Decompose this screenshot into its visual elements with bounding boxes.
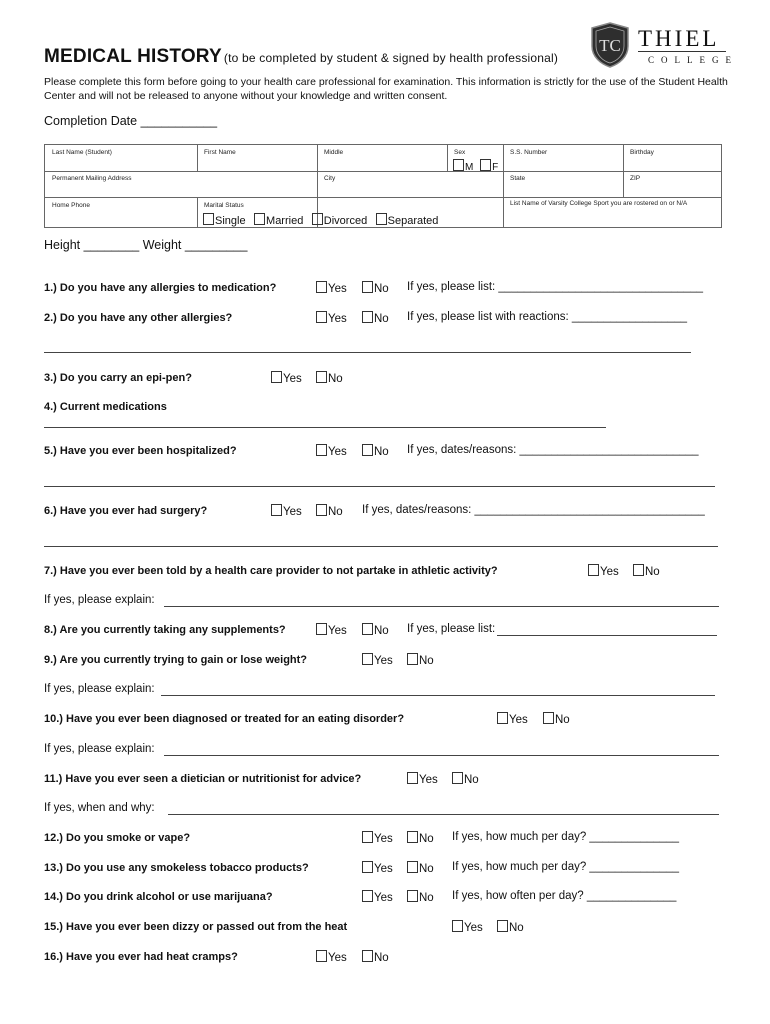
separated-checkbox[interactable] bbox=[376, 213, 387, 225]
q5-no: No bbox=[362, 444, 389, 458]
q6-answer-line[interactable] bbox=[44, 546, 718, 547]
page-title: MEDICAL HISTORY (to be completed by student & signed by health professional) bbox=[44, 46, 559, 67]
q8-no-checkbox[interactable] bbox=[362, 623, 373, 635]
q7-follow-label: If yes, please explain: bbox=[44, 594, 155, 606]
q8-yes: Yes bbox=[316, 623, 347, 637]
q6-no: No bbox=[316, 504, 343, 518]
q16-no: No bbox=[362, 950, 389, 964]
q11-no: No bbox=[452, 772, 479, 786]
question-6: 6.) Have you ever had surgery? bbox=[44, 505, 208, 517]
q11-no-checkbox[interactable] bbox=[452, 772, 463, 784]
question-3: 3.) Do you carry an epi-pen? bbox=[44, 372, 192, 384]
sex-f-checkbox[interactable] bbox=[480, 159, 491, 171]
q8-no: No bbox=[362, 623, 389, 637]
q2-no: No bbox=[362, 311, 389, 325]
q1-no-checkbox[interactable] bbox=[362, 281, 373, 293]
q5-yes-checkbox[interactable] bbox=[316, 444, 327, 456]
question-12: 12.) Do you smoke or vape? bbox=[44, 832, 191, 844]
logo-subtitle: COLLEGE bbox=[648, 55, 738, 65]
question-11: 11.) Have you ever seen a dietician or nutritionist for advice? bbox=[44, 773, 362, 785]
q8-answer-line[interactable] bbox=[497, 635, 717, 636]
q12-no: No bbox=[407, 831, 434, 845]
q9-yes: Yes bbox=[362, 653, 393, 667]
q3-no-checkbox[interactable] bbox=[316, 371, 327, 383]
logo-divider bbox=[638, 51, 726, 52]
q14-yes-checkbox[interactable] bbox=[362, 890, 373, 902]
q2-no-checkbox[interactable] bbox=[362, 311, 373, 323]
q9-no: No bbox=[407, 653, 434, 667]
address-field[interactable]: Permanent Mailing Address bbox=[52, 175, 132, 182]
q13-yes: Yes bbox=[362, 861, 393, 875]
q3-yes-checkbox[interactable] bbox=[271, 371, 282, 383]
marital-status-label: Marital Status bbox=[204, 202, 244, 209]
q2-answer-line[interactable] bbox=[44, 352, 691, 353]
question-14: 14.) Do you drink alcohol or use marijuana? bbox=[44, 891, 273, 903]
q6-no-checkbox[interactable] bbox=[316, 504, 327, 516]
q15-yes: Yes bbox=[452, 920, 483, 934]
q12-yes: Yes bbox=[362, 831, 393, 845]
separated-label: Separated bbox=[387, 215, 439, 227]
divorced-checkbox[interactable] bbox=[312, 213, 323, 225]
home-phone-field[interactable]: Home Phone bbox=[52, 202, 90, 209]
ss-number-field[interactable]: S.S. Number bbox=[510, 149, 548, 156]
height-weight-field[interactable]: Height ________ Weight _________ bbox=[44, 238, 248, 252]
q16-no-checkbox[interactable] bbox=[362, 950, 373, 962]
sex-m-checkbox[interactable] bbox=[453, 159, 464, 171]
q7-yes: Yes bbox=[588, 564, 619, 578]
q2-follow-field[interactable]: If yes, please list with reactions: __________________ bbox=[407, 311, 688, 323]
q11-yes: Yes bbox=[407, 772, 438, 786]
q15-no: No bbox=[497, 920, 524, 934]
logo-wordmark: THIEL bbox=[638, 26, 720, 51]
q10-yes-checkbox[interactable] bbox=[497, 712, 508, 724]
q15-no-checkbox[interactable] bbox=[497, 920, 508, 932]
q1-follow-field[interactable]: If yes, please list: ________________________________ bbox=[407, 281, 704, 293]
sex-options bbox=[453, 159, 498, 173]
q5-answer-line[interactable] bbox=[44, 486, 715, 487]
q7-answer-line[interactable] bbox=[164, 606, 719, 607]
q10-no: No bbox=[543, 712, 570, 726]
q8-follow-label: If yes, please list: bbox=[407, 623, 496, 635]
q13-no-checkbox[interactable] bbox=[407, 861, 418, 873]
q2-yes-checkbox[interactable] bbox=[316, 311, 327, 323]
zip-field[interactable]: ZIP bbox=[630, 175, 641, 182]
q13-no: No bbox=[407, 861, 434, 875]
q9-yes-checkbox[interactable] bbox=[362, 653, 373, 665]
thiel-college-shield-logo bbox=[590, 22, 630, 68]
q9-no-checkbox[interactable] bbox=[407, 653, 418, 665]
q14-follow-field[interactable]: If yes, how often per day? ______________ bbox=[452, 890, 677, 902]
q7-yes-checkbox[interactable] bbox=[588, 564, 599, 576]
page-subtitle: (to be completed by student & signed by health professional) bbox=[223, 51, 559, 65]
state-field[interactable]: State bbox=[510, 175, 526, 182]
student-info-table bbox=[44, 144, 722, 228]
q1-yes-checkbox[interactable] bbox=[316, 281, 327, 293]
q13-follow-field[interactable]: If yes, how much per day? ______________ bbox=[452, 861, 679, 873]
q8-yes-checkbox[interactable] bbox=[316, 623, 327, 635]
question-5: 5.) Have you ever been hospitalized? bbox=[44, 445, 237, 457]
q1-yes: Yes bbox=[316, 281, 347, 295]
question-8: 8.) Are you currently taking any supplements? bbox=[44, 624, 286, 636]
q6-yes: Yes bbox=[271, 504, 302, 518]
q7-no-checkbox[interactable] bbox=[633, 564, 644, 576]
city-field[interactable]: City bbox=[324, 175, 336, 182]
question-2: 2.) Do you have any other allergies? bbox=[44, 312, 233, 324]
q16-yes: Yes bbox=[316, 950, 347, 964]
q7-no: No bbox=[633, 564, 660, 578]
q3-no: No bbox=[316, 371, 343, 385]
birthday-field[interactable]: Birthday bbox=[630, 149, 654, 156]
question-10: 10.) Have you ever been diagnosed or treated for an eating disorder? bbox=[44, 713, 405, 725]
varsity-sport-field[interactable]: List Name of Varsity College Sport you are rostered on or N/A bbox=[510, 200, 688, 207]
q9-answer-line[interactable] bbox=[161, 695, 715, 696]
q15-yes-checkbox[interactable] bbox=[452, 920, 463, 932]
question-16: 16.) Have you ever had heat cramps? bbox=[44, 951, 238, 963]
q2-yes: Yes bbox=[316, 311, 347, 325]
q11-follow-label: If yes, when and why: bbox=[44, 802, 155, 814]
q5-no-checkbox[interactable] bbox=[362, 444, 373, 456]
question-9: 9.) Are you currently trying to gain or lose weight? bbox=[44, 654, 308, 666]
svg-text:TC: TC bbox=[599, 36, 621, 55]
married-checkbox[interactable] bbox=[254, 213, 265, 225]
q12-yes-checkbox[interactable] bbox=[362, 831, 373, 843]
q11-yes-checkbox[interactable] bbox=[407, 772, 418, 784]
q16-yes-checkbox[interactable] bbox=[316, 950, 327, 962]
single-checkbox[interactable] bbox=[203, 213, 214, 225]
q10-no-checkbox[interactable] bbox=[543, 712, 554, 724]
q13-yes-checkbox[interactable] bbox=[362, 861, 373, 873]
completion-date-field[interactable]: Completion Date ___________ bbox=[44, 114, 218, 128]
q12-follow-field[interactable]: If yes, how much per day? ______________ bbox=[452, 831, 679, 843]
q10-follow-label: If yes, please explain: bbox=[44, 743, 155, 755]
q14-no-checkbox[interactable] bbox=[407, 890, 418, 902]
q10-yes: Yes bbox=[497, 712, 528, 726]
q9-follow-label: If yes, please explain: bbox=[44, 683, 155, 695]
q14-yes: Yes bbox=[362, 890, 393, 904]
married-label: Married bbox=[266, 215, 304, 227]
q14-no: No bbox=[407, 890, 434, 904]
first-name-field[interactable]: First Name bbox=[204, 149, 236, 156]
question-7: 7.) Have you ever been told by a health care provider to not partake in athletic activity? bbox=[44, 565, 498, 577]
marital-options bbox=[203, 211, 442, 229]
question-4: 4.) Current medications bbox=[44, 401, 167, 413]
divorced-label: Divorced bbox=[323, 215, 368, 227]
q5-yes: Yes bbox=[316, 444, 347, 458]
q6-yes-checkbox[interactable] bbox=[271, 504, 282, 516]
q4-answer-line[interactable] bbox=[44, 427, 606, 428]
question-13: 13.) Do you use any smokeless tobacco products? bbox=[44, 862, 309, 874]
q10-answer-line[interactable] bbox=[164, 755, 719, 756]
question-1: 1.) Do you have any allergies to medication? bbox=[44, 282, 277, 294]
q5-follow-field[interactable]: If yes, dates/reasons: ____________________________ bbox=[407, 444, 699, 456]
question-15: 15.) Have you ever been dizzy or passed out from the heat bbox=[44, 921, 348, 933]
q1-no: No bbox=[362, 281, 389, 295]
sex-m-label: M bbox=[465, 162, 474, 173]
single-label: Single bbox=[215, 215, 246, 227]
q3-yes: Yes bbox=[271, 371, 302, 385]
q12-no-checkbox[interactable] bbox=[407, 831, 418, 843]
intro-paragraph: Please complete this form before going to your health care professional for examination. This information is strictly for the use of the Student Health Center and will not be released to anyone without your knowledge and written consent. bbox=[44, 76, 728, 102]
middle-name-field[interactable]: Middle bbox=[324, 149, 344, 156]
sex-label: Sex bbox=[454, 149, 466, 156]
sex-f-label: F bbox=[492, 162, 499, 173]
last-name-field[interactable]: Last Name (Student) bbox=[52, 149, 112, 156]
q6-follow-field[interactable]: If yes, dates/reasons: ____________________________________ bbox=[362, 504, 705, 516]
q11-answer-line[interactable] bbox=[168, 814, 719, 815]
